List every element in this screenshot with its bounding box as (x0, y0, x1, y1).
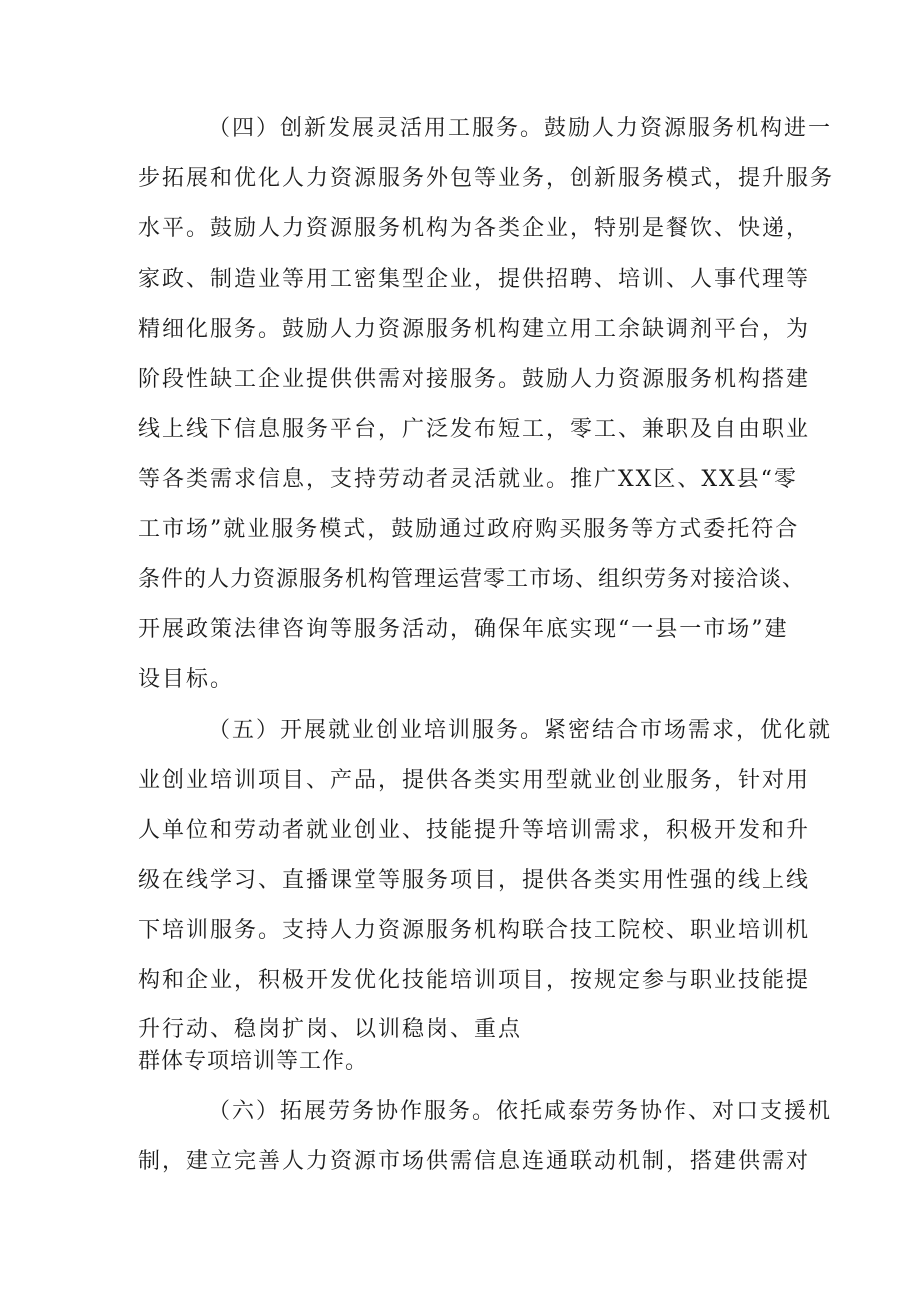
paragraph-line: （五）开展就业创业培训服务。紧密结合市场需求，优化就 (208, 718, 833, 743)
paragraph-line: 人单位和劳动者就业创业、技能提升等培训需求，积极开发和升 (138, 818, 811, 843)
paragraph-line: 群体专项培训等工作。 (138, 1049, 369, 1074)
paragraph-line: 制，建立完善人力资源市场供需信息连通联动机制，搭建供需对 (138, 1149, 811, 1174)
paragraph-line: 水平。鼓励人力资源服务机构为各类企业，特别是餐饮、快递， (138, 216, 811, 241)
paragraph-line: 步拓展和优化人力资源服务外包等业务，创新服务模式，提升服务 (138, 166, 835, 191)
paragraph-line: 下培训服务。支持人力资源服务机构联合技工院校、职业培训机 (138, 918, 811, 943)
paragraph-line: 阶段性缺工企业提供供需对接服务。鼓励人力资源服务机构搭建 (138, 367, 811, 392)
paragraph-line: 设目标。 (138, 667, 235, 692)
paragraph-line: 升行动、稳岗扩岗、以训稳岗、重点 (138, 1017, 523, 1042)
paragraph-line: 条件的人力资源服务机构管理运营零工市场、组织劳务对接洽谈、 (138, 567, 806, 592)
paragraph-line: 开展政策法律咨询等服务活动，确保年底实现“一县一市场”建 (138, 617, 789, 642)
paragraph-line: 业创业培训项目、产品，提供各类实用型就业创业服务，针对用 (138, 768, 811, 793)
paragraph-line: 等各类需求信息，支持劳动者灵活就业。推广XX区、XX县“零 (138, 467, 798, 492)
paragraph-line: 精细化服务。鼓励人力资源服务机构建立用工余缺调剂平台，为 (138, 317, 811, 342)
paragraph-line: 级在线学习、直播课堂等服务项目，提供各类实用性强的线上线 (138, 868, 811, 893)
paragraph-line: 家政、制造业等用工密集型企业，提供招聘、培训、人事代理等 (138, 267, 811, 292)
paragraph-line: 线上线下信息服务平台，广泛发布短工，零工、兼职及自由职业 (138, 417, 811, 442)
paragraph-line: 工市场”就业服务模式，鼓励通过政府购买服务等方式委托符合 (138, 517, 800, 542)
paragraph-line: （四）创新发展灵活用工服务。鼓励人力资源服务机构进一 (208, 116, 833, 141)
paragraph-line: （六）拓展劳务协作服务。依托咸泰劳务协作、对口支援机 (208, 1099, 833, 1124)
paragraph-line: 构和企业，积极开发优化技能培训项目，按规定参与职业技能提 (138, 968, 811, 993)
